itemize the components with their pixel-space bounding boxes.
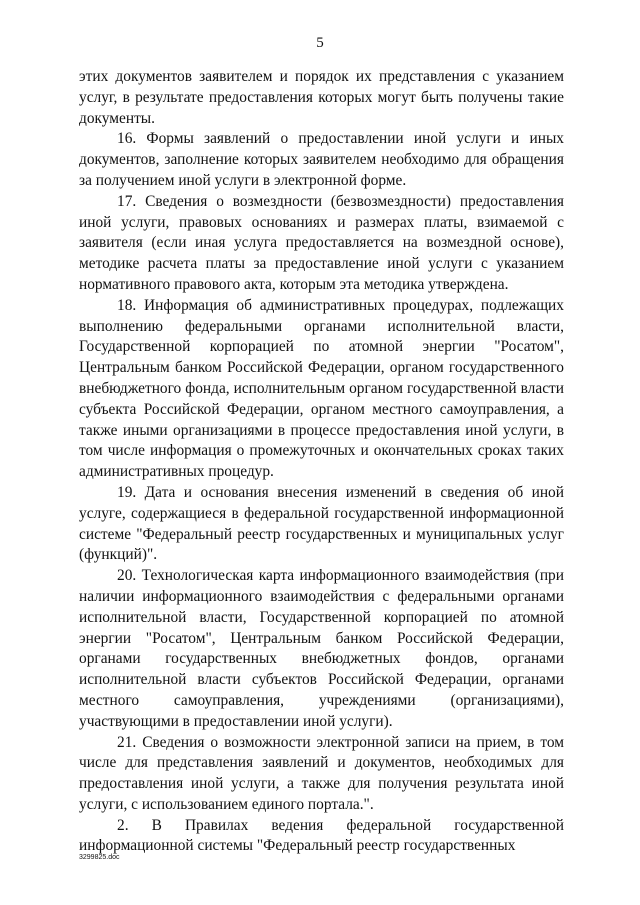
paragraph-item-16: 16. Формы заявлений о предоставлении иной услуги и иных документов, заполнение которых заявителем необходимо для обращения за получением иной услуги в электронной форме.: [79, 130, 564, 189]
paragraph-item-18: 18. Информация об административных процедурах, подлежащих выполнению федеральными органами исполнительной власти, Государственной корпорацией по атомной энергии "Росатом", Центральным банком Российской Федерации, органом государственного внебюджетного фонда, исполнительным органом государственной власти субъекта Российской Федерации, органом местного самоуправления, а также иными организациями в процессе предоставления иной услуги, в том числе информация о промежуточных и окончательных сроках таких административных процедур.: [79, 296, 564, 481]
paragraph-item-2: 2. В Правилах ведения федеральной государственной информационной системы "Федеральный реестр государственных: [79, 816, 564, 855]
page-number: 5: [316, 35, 324, 51]
paragraph-item-20: 20. Технологическая карта информационного взаимодействия (при наличии информационного взаимодействия с федеральными органами исполнительной власти, Государственной корпорацией по атомной энергии "Росатом", Центральным банком Российской Федерации, органами государственных внебюджетных фондов, органами исполнительной власти субъектов Российской Федерации, органами местного самоуправления, учреждениями (организациями), участвующими в предоставлении иной услуги).: [79, 567, 564, 730]
paragraph-continuation: этих документов заявителем и порядок их представления с указанием услуг, в результате предоставления которых могут быть получены такие документы.: [79, 68, 564, 127]
paragraph-item-17: 17. Сведения о возмездности (безвозмездности) предоставления иной услуги, правовых основаниях и размерах платы, взимаемой с заявителя (если иная услуга предоставляется на возмездной основе), методике расчета платы за предоставление иной услуги с указанием нормативного правового акта, которым эта методика утверждена.: [79, 192, 564, 293]
document-body: [79, 67, 564, 857]
paragraph-item-19: 19. Дата и основания внесения изменений в сведения об иной услуге, содержащиеся в федеральной государственной информационной системе "Федеральный реестр государственных и муниципальных услуг (функций)".: [79, 483, 564, 564]
paragraph-item-21: 21. Сведения о возможности электронной записи на прием, в том числе для представления заявлений и документов, необходимых для предоставления иной услуги, а также для получения результата иной услуги, с использованием единого портала.".: [79, 733, 564, 813]
document-file-code: 3299825.doc: [79, 854, 120, 861]
